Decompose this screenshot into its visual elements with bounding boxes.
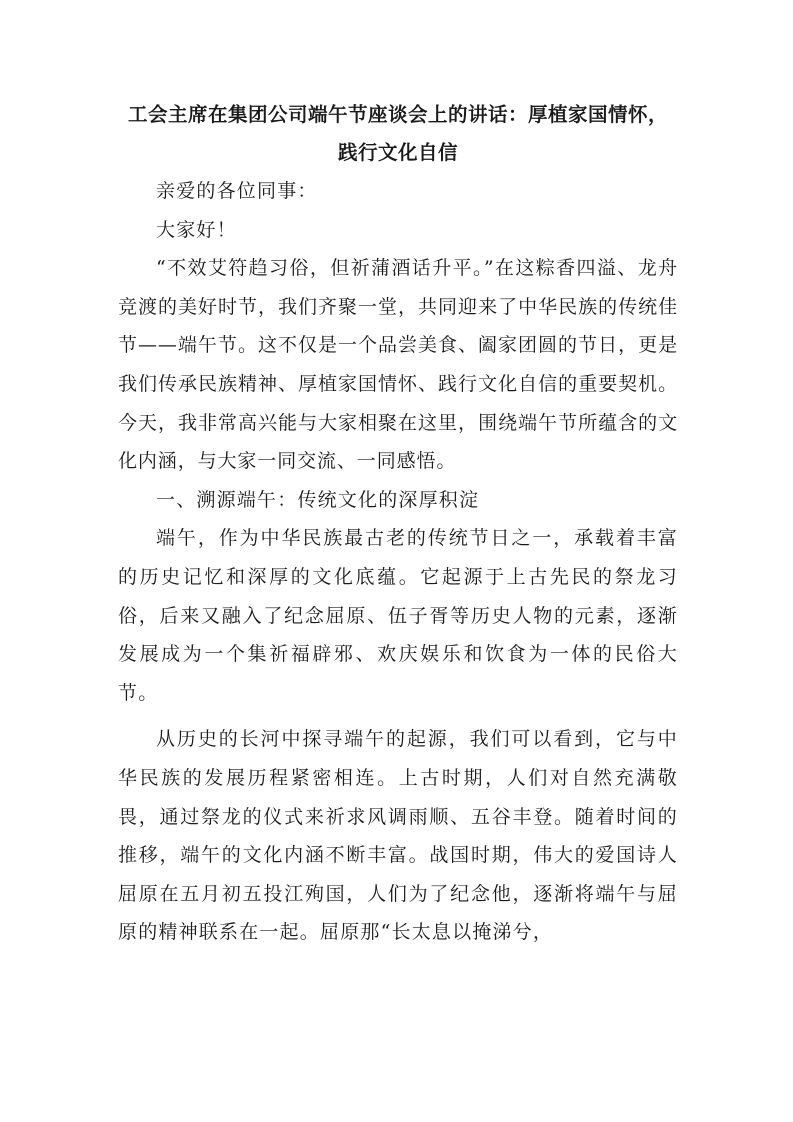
salutation: 亲爱的各位同事：: [156, 180, 318, 202]
title-line-2: 践行文化自信: [337, 141, 458, 164]
section-1-paragraph-2: 从历史的长河中探寻端午的起源，我们可以看到，它与中华民族的发展历程紧密相连。上古时期，人们对自然充满敬畏，通过祭龙的仪式来祈求风调雨顺、五谷丰登。随着时间的推移，端午的文化内涵不断丰富。战国时期，伟大的爱国诗人屈原在五月初五投江殉国，人们为了纪念他，逐渐将端午与屈原的精神联系在一起。屈原那“长太息以掩涕兮，: [118, 728, 678, 944]
title-line-1: 工会主席在集团公司端午节座谈会上的讲话：厚植家国情怀，: [127, 103, 668, 126]
section-heading-1: 一、溯源端午：传统文化的深厚积淀: [156, 488, 480, 511]
document-body: [118, 172, 678, 952]
section-1-paragraph-1: 端午，作为中华民族最古老的传统节日之一，承载着丰富的历史记忆和深厚的文化底蕴。它起源于上古先民的祭龙习俗，后来又融入了纪念屈原、伍子胥等历史人物的元素，逐渐发展成为一个集祈福辟邪、欢庆娱乐和饮食为一体的民俗大节。: [118, 527, 678, 704]
document-page: [118, 96, 678, 952]
opening-paragraph: “不效艾符趋习俗，但祈蒲酒话升平。”在这粽香四溢、龙舟竞渡的美好时节，我们齐聚一堂，共同迎来了中华民族的传统佳节——端午节。这不仅是一个品尝美食、阖家团圆的节日，更是我们传承民族精神、厚植家国情怀、践行文化自信的重要契机。今天，我非常高兴能与大家相聚在这里，围绕端午节所蕴含的文化内涵，与大家一同交流、一同感悟。: [118, 257, 678, 473]
greeting: 大家好！: [156, 218, 237, 241]
document-title: [118, 96, 678, 172]
